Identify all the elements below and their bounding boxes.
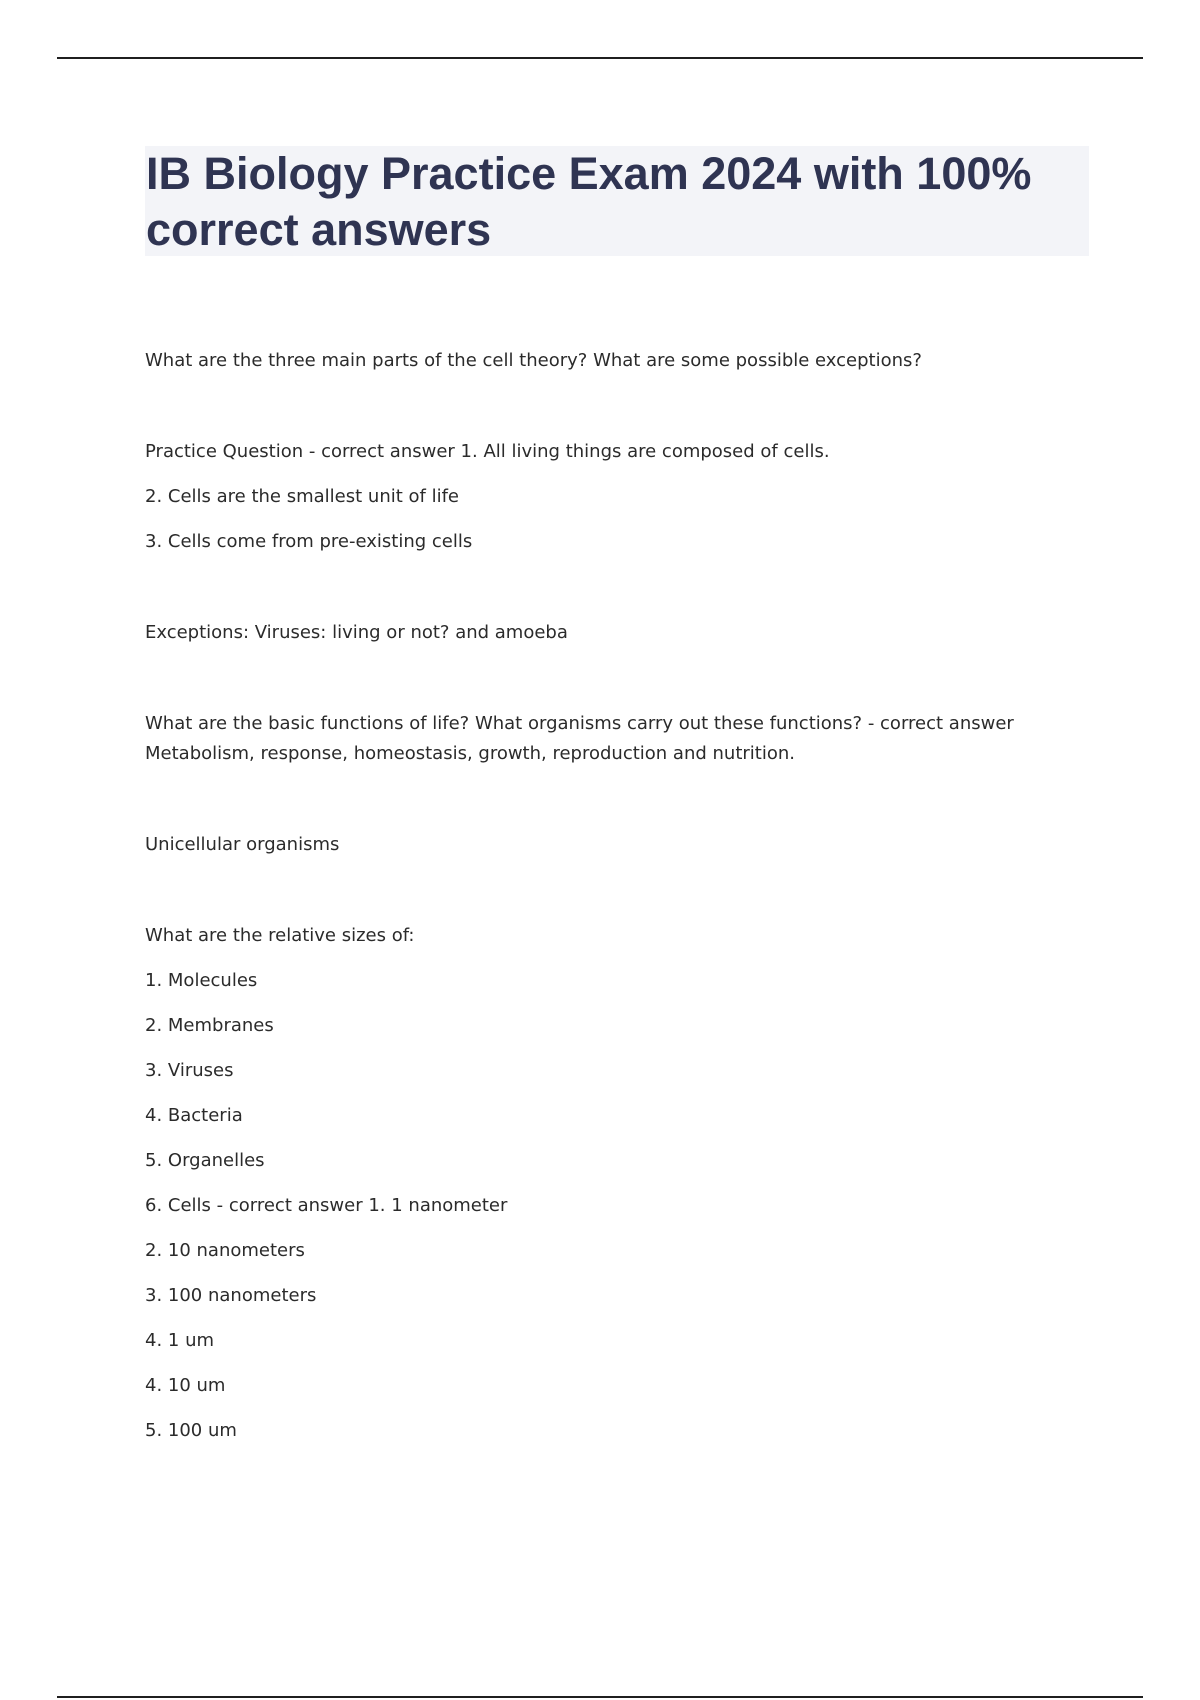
top-rule [57, 57, 1143, 59]
list-item: 2. 10 nanometers [145, 1240, 305, 1261]
list-item: 3. Viruses [145, 1060, 234, 1081]
list-item: 2. Membranes [145, 1015, 274, 1036]
answer-line: Unicellular organisms [145, 834, 340, 855]
list-item: 4. 1 um [145, 1330, 215, 1351]
document-title: IB Biology Practice Exam 2024 with 100% correct answers [146, 148, 1032, 255]
list-item: 5. 100 um [145, 1420, 237, 1441]
question-functions-of-life: What are the basic functions of life? What organisms carry out these functions? - correct answer [145, 713, 1014, 734]
question-cell-theory: What are the three main parts of the cell theory? What are some possible exceptions? [145, 350, 922, 371]
list-item: 1. Molecules [145, 970, 258, 991]
list-item: 5. Organelles [145, 1150, 265, 1171]
answer-line: 2. Cells are the smallest unit of life [145, 486, 459, 507]
answer-line: Practice Question - correct answer 1. All living things are composed of cells. [145, 441, 830, 462]
bottom-rule [57, 1696, 1143, 1698]
answer-line: 3. Cells come from pre-existing cells [145, 531, 473, 552]
question-relative-sizes: What are the relative sizes of: [145, 925, 415, 946]
answer-line: Exceptions: Viruses: living or not? and amoeba [145, 622, 568, 643]
list-item: 4. Bacteria [145, 1105, 243, 1126]
answer-line: Metabolism, response, homeostasis, growth, reproduction and nutrition. [145, 743, 795, 764]
list-item: 6. Cells - correct answer 1. 1 nanometer [145, 1195, 508, 1216]
title-banner [145, 146, 1089, 256]
list-item: 3. 100 nanometers [145, 1285, 317, 1306]
list-item: 4. 10 um [145, 1375, 226, 1396]
